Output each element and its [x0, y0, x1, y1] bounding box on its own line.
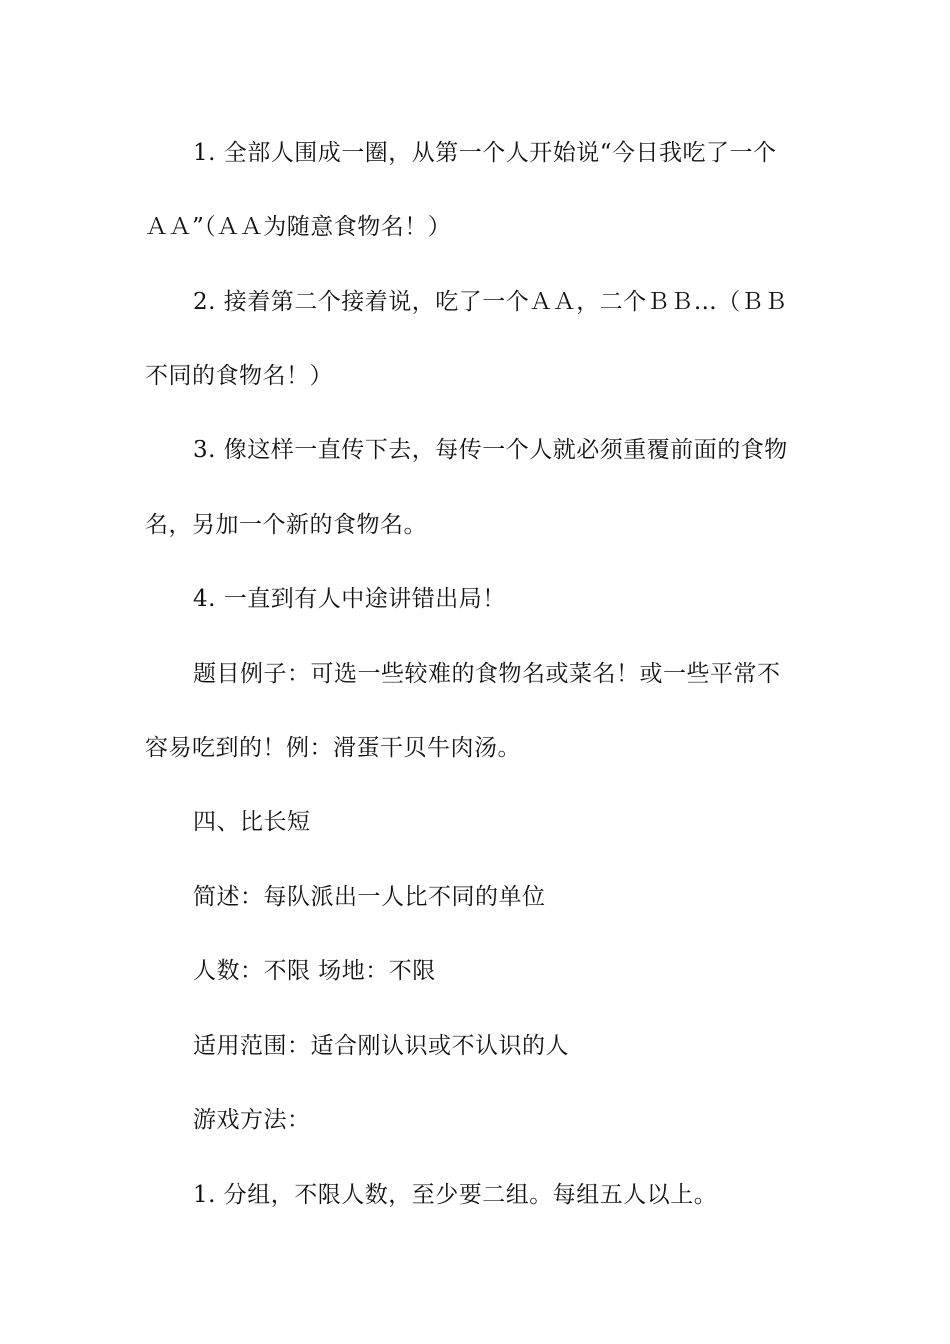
- rule-2-line-2: 不同的食物名！）: [145, 363, 333, 389]
- example-line-1: 题目例子：可选一些较难的食物名或菜名！或一些平常不: [193, 661, 781, 687]
- rule-1-line-1: 1. 全部人围成一圈，从第一个人开始说“今日我吃了一个: [193, 140, 777, 166]
- section-heading: 四、比长短: [193, 809, 311, 835]
- rule-3-line-2: 名，另加一个新的食物名。: [145, 512, 427, 538]
- example-line-2: 容易吃到的！例：滑蛋干贝牛肉汤。: [145, 735, 521, 761]
- rule-3-line-1: 3. 像这样一直传下去，每传一个人就必须重覆前面的食物: [193, 437, 788, 463]
- participants-venue-line: 人数：不限 场地：不限: [193, 958, 436, 984]
- rule-4-line: 4. 一直到有人中途讲错出局！: [193, 586, 506, 612]
- rule-1-line-2: ＡＡ”（ＡＡ为随意食物名！）: [145, 214, 452, 240]
- method-heading: 游戏方法：: [193, 1107, 311, 1133]
- rule-2-line-1: 2. 接着第二个接着说，吃了一个ＡＡ，二个ＢＢ…（ＢＢ: [193, 289, 788, 315]
- summary-line: 简述：每队派出一人比不同的单位: [193, 884, 546, 910]
- scope-line: 适用范围：适合刚认识或不认识的人: [193, 1033, 569, 1059]
- method-step-1: 1. 分组，不限人数，至少要二组。每组五人以上。: [193, 1182, 718, 1208]
